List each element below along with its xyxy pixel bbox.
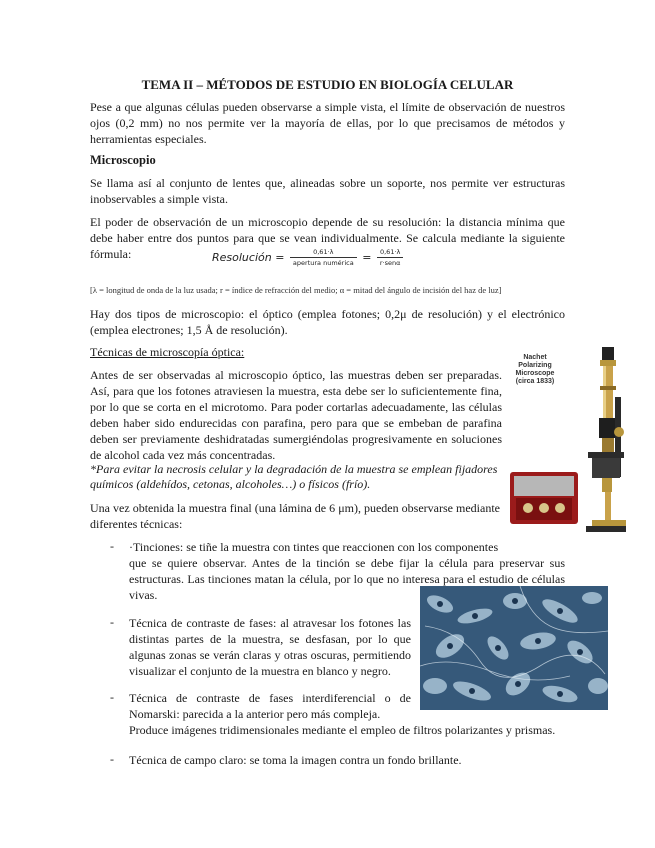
microscopio-definition: Se llama así al conjunto de lentes que, alineadas sobre un soporte, nos permite ver estructuras inobservables a simple vista. xyxy=(90,176,565,206)
list-dash: - xyxy=(110,539,114,553)
intro-paragraph: Pese a que algunas células pueden observarse a simple vista, el límite de observación de nuestros ojos (0,2 mm) no nos permite ver la mayoría de ellas, por lo que precisamos de métodos y herramientas especiales. xyxy=(90,100,565,146)
tinciones-rest: que se quiere observar. Antes de la tinción se debe fijar la célula para preservar sus estructuras. Las tinciones matan la célula, por lo que no interesa para el estudio de células vivas. xyxy=(129,556,565,602)
formula-fraction-1 xyxy=(290,248,357,267)
resolution-paragraph: El poder de observación de un microscopio depende de su resolución: la distancia mínima que debe haber entre dos puntos para que se vean individualmente. Se calcula mediante la siguiente fórmula: xyxy=(90,215,565,261)
fixation-note-line1: *Para evitar la necrosis celular y la degradación de la muestra se emplean fijadores xyxy=(90,462,498,476)
nomarski-extra: Produce imágenes tridimensionales mediante el empleo de filtros polarizantes y prismas. xyxy=(129,723,556,737)
bright-field-item: Técnica de campo claro: se toma la imagen contra un fondo brillante. xyxy=(129,753,462,767)
final-sample-paragraph: Una vez obtenida la muestra final (una lámina de 6 μm), pueden observarse mediante diferentes técnicas: xyxy=(90,501,500,531)
fixation-note-line2: químicos (aldehídos, cetonas, alcoholes…) o físicos (frío). xyxy=(90,477,371,491)
formula-f1-numerator: 0,61·λ xyxy=(290,248,357,258)
formula-f1-denominator: apertura numérica xyxy=(292,259,354,267)
techniques-heading: Técnicas de microscopía óptica: xyxy=(90,345,245,359)
microscope-caption: Nachet Polarizing Microscope (circa 1833) xyxy=(515,354,555,385)
page-title: TEMA II – MÉTODOS DE ESTUDIO EN BIOLOGÍA CELULAR xyxy=(141,77,514,92)
formula-fraction-2 xyxy=(377,248,404,267)
nomarski-item: Técnica de contraste de fases interdiferencial o de Nomarski: parecida a la anterior pero más compleja. xyxy=(129,691,411,721)
resolution-formula xyxy=(212,248,405,274)
formula-equals: = xyxy=(362,251,372,264)
preparation-paragraph: Antes de ser observadas al microscopio óptico, las muestras deben ser preparadas. Así, para que los fotones atraviesen la muestra, esta debe ser lo suficientemente fina, por lo que se corta en el microtomo. Para poder cortarlas adecuadamente, las células deben haber sido endurecidas con parafina, pero para que se embeban de parafina deben ser previamente deshidratadas sumergiéndolas progresivamente en soluciones de alcohol cada vez más concentradas. xyxy=(90,368,502,462)
formula-lhs: Resolución = xyxy=(212,251,285,264)
formula-f2-denominator: r·senα xyxy=(379,259,401,267)
tinciones-line1: ·Tinciones: se tiñe la muestra con tintes que reaccionen con los componentes xyxy=(129,540,499,554)
list-dash: - xyxy=(110,690,114,704)
phase-contrast-item: Técnica de contraste de fases: al atravesar los fotones las distintas partes de la muestra, se desfasan, por lo que algunas zonas se verán claras y otras oscuras, permitiendo visualizar el conjunto de la muestra en blanco y negro. xyxy=(129,616,411,678)
formula-legend: [λ = longitud de onda de la luz usada; r = índice de refracción del medio; α = mitad del ángulo de incisión del haz de luz] xyxy=(90,285,502,295)
microscope-image xyxy=(506,342,626,542)
list-dash: - xyxy=(110,752,114,766)
cells-drawing xyxy=(420,586,608,710)
formula-f2-numerator: 0,61·λ xyxy=(377,248,404,258)
list-dash: - xyxy=(110,615,114,629)
microscope-drawing xyxy=(506,342,626,542)
microscopio-heading: Microscopio xyxy=(90,153,156,167)
microscope-types-paragraph: Hay dos tipos de microscopio: el óptico (emplea fotones; 0,2μ de resolución) y el electrónico (emplea electrones; 1,5 Å de resolución). xyxy=(90,307,565,337)
phase-contrast-cells-image xyxy=(420,586,608,710)
